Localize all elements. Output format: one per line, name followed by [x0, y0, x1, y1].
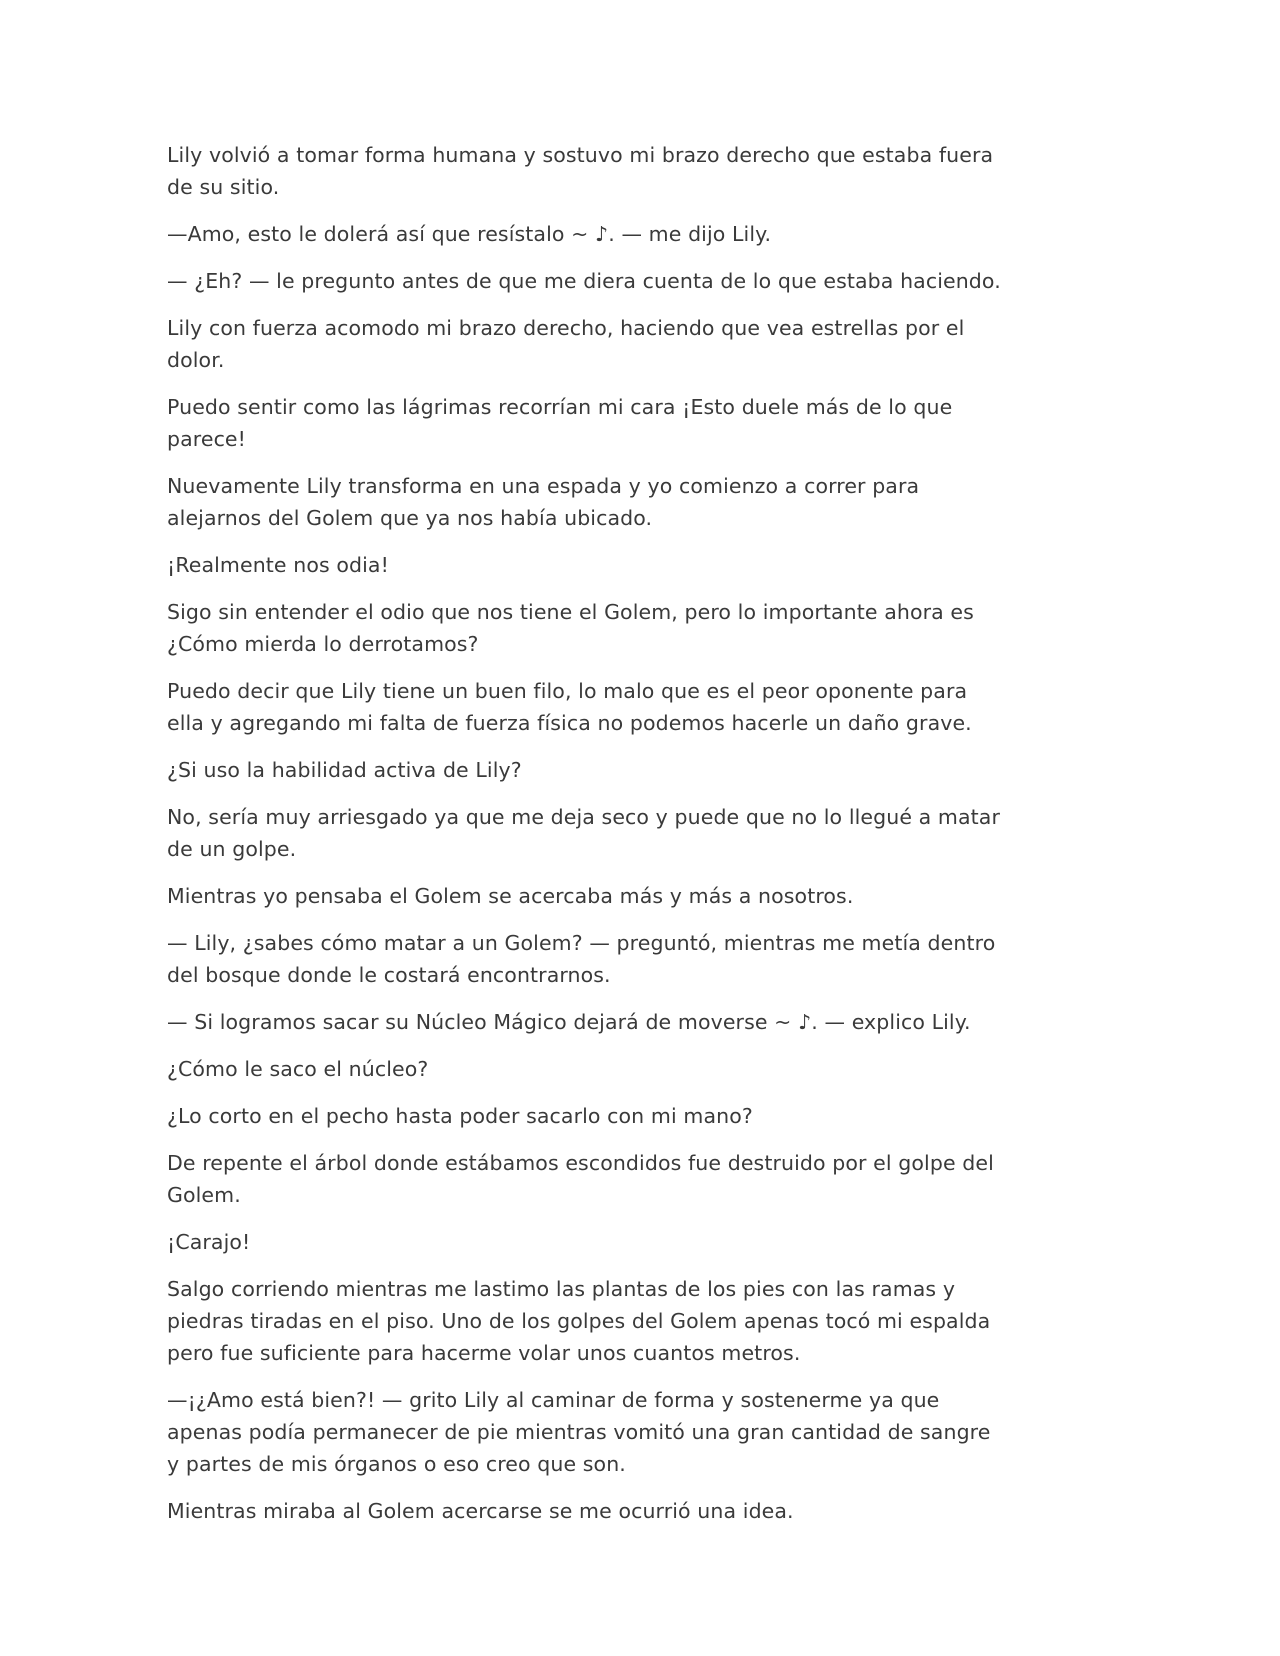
paragraph: De repente el árbol donde estábamos escondidos fue destruido por el golpe del Golem.	[167, 1151, 1001, 1207]
document-body	[167, 139, 1007, 1542]
paragraph: Puedo sentir como las lágrimas recorrían mi cara ¡Esto duele más de lo que parece!	[167, 395, 959, 451]
paragraph: ¡Carajo!	[167, 1230, 251, 1254]
paragraph: —Amo, esto le dolerá así que resístalo ~ ♪. — me dijo Lily.	[167, 222, 772, 246]
paragraph: — Lily, ¿sabes cómo matar a un Golem? — preguntó, mientras me metía dentro del bosque donde le costará encontrarnos.	[167, 931, 1002, 987]
paragraph: Mientras miraba al Golem acercarse se me ocurrió una idea.	[167, 1499, 794, 1523]
paragraph: ¿Si uso la habilidad activa de Lily?	[167, 758, 522, 782]
paragraph: Puedo decir que Lily tiene un buen filo, lo malo que es el peor oponente para ella y agregando mi falta de fuerza física no podemos hacerle un daño grave.	[167, 679, 974, 735]
paragraph: —¡¿Amo está bien?! — grito Lily al caminar de forma y sostenerme ya que apenas podía permanecer de pie mientras vomitó una gran cantidad de sangre y partes de mis órganos o eso creo que son.	[167, 1388, 998, 1476]
paragraph: Nuevamente Lily transforma en una espada y yo comienzo a correr para alejarnos del Golem que ya nos había ubicado.	[167, 474, 926, 530]
paragraph: — ¿Eh? — le pregunto antes de que me diera cuenta de lo que estaba haciendo.	[167, 269, 1001, 293]
paragraph: Sigo sin entender el odio que nos tiene el Golem, pero lo importante ahora es ¿Cómo mierda lo derrotamos?	[167, 600, 981, 656]
paragraph: Salgo corriendo mientras me lastimo las plantas de los pies con las ramas y piedras tiradas en el piso. Uno de los golpes del Golem apenas tocó mi espalda pero fue suficiente para hacerme volar unos cuantos metros.	[167, 1277, 997, 1365]
paragraph: — Si logramos sacar su Núcleo Mágico dejará de moverse ~ ♪. — explico Lily.	[167, 1010, 971, 1034]
paragraph: Lily volvió a tomar forma humana y sostuvo mi brazo derecho que estaba fuera de su sitio.	[167, 143, 1000, 199]
paragraph: No, sería muy arriesgado ya que me deja seco y puede que no lo llegué a matar de un golpe.	[167, 805, 1007, 861]
paragraph: ¿Lo corto en el pecho hasta poder sacarlo con mi mano?	[167, 1104, 753, 1128]
paragraph: Lily con fuerza acomodo mi brazo derecho, haciendo que vea estrellas por el dolor.	[167, 316, 972, 372]
paragraph: Mientras yo pensaba el Golem se acercaba más y más a nosotros.	[167, 884, 854, 908]
paragraph: ¿Cómo le saco el núcleo?	[167, 1057, 429, 1081]
paragraph: ¡Realmente nos odia!	[167, 553, 389, 577]
